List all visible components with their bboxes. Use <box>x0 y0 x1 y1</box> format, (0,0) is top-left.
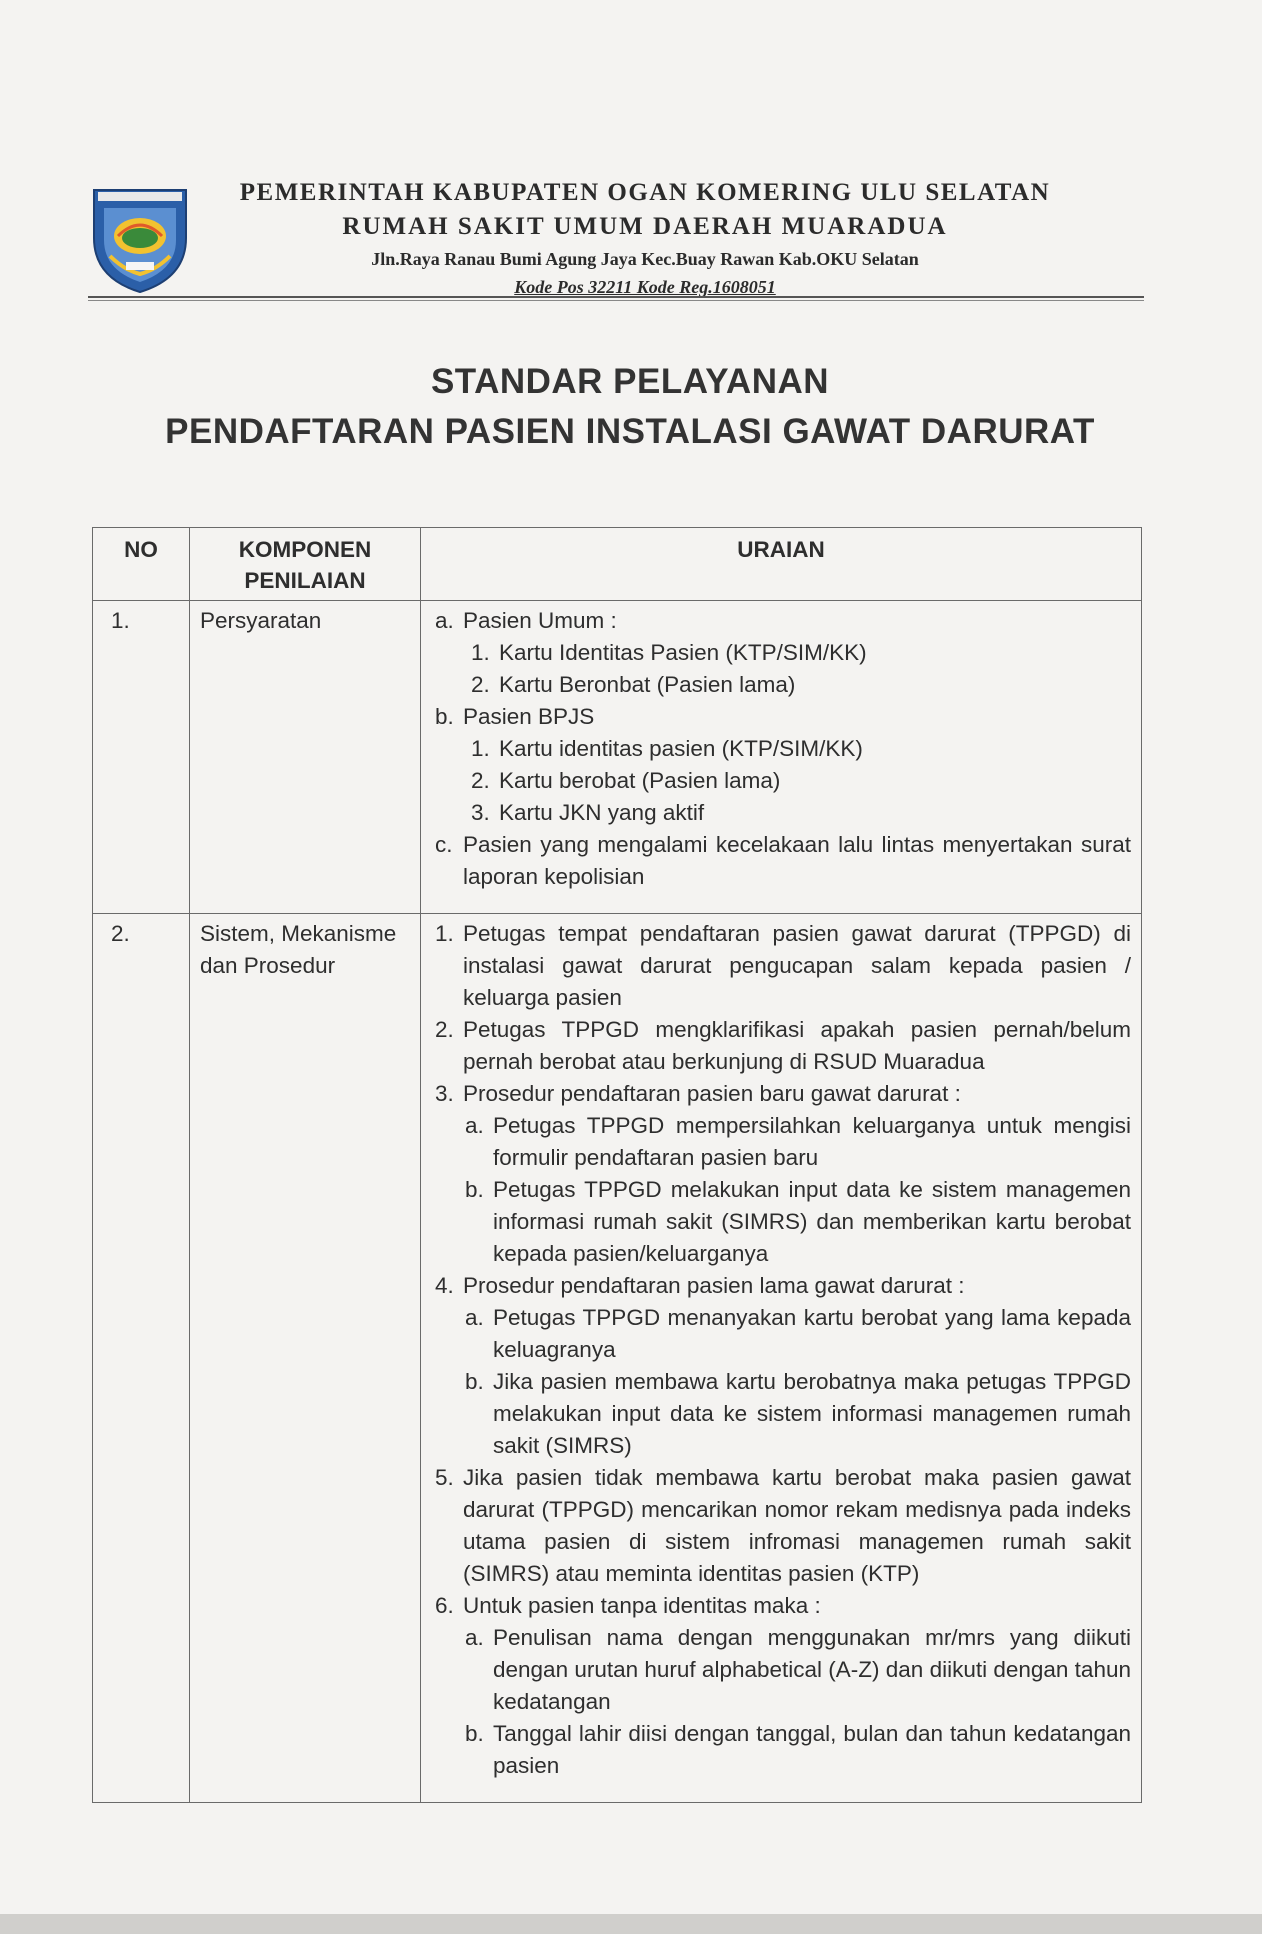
item-text: Prosedur pendaftaran pasien baru gawat darurat : <box>463 1081 961 1106</box>
item-text: Untuk pasien tanpa identitas maka : <box>463 1593 821 1618</box>
list-item <box>471 765 1131 797</box>
item-text: Pasien Umum : <box>463 608 617 633</box>
item-text: Kartu Beronbat (Pasien lama) <box>499 672 796 697</box>
item-marker: a. <box>435 608 454 633</box>
list-item <box>435 918 1131 1014</box>
item-marker: 1. <box>435 921 454 946</box>
list-item <box>465 1302 1131 1366</box>
list-item <box>435 1270 1131 1302</box>
header-uraian: URAIAN <box>421 528 1142 601</box>
list-item <box>471 733 1131 765</box>
list-item <box>435 1014 1131 1078</box>
document-title: STANDAR PELAYANAN <box>430 362 830 401</box>
item-marker: 2. <box>471 672 490 697</box>
row-component: Persyaratan <box>190 601 421 914</box>
letterhead <box>190 176 1100 300</box>
letterhead-rule-thin <box>88 300 1144 301</box>
item-marker: b. <box>435 704 454 729</box>
item-marker: a. <box>465 1625 484 1650</box>
item-marker: b. <box>465 1369 484 1394</box>
item-text: Petugas TPPGD melakukan input data ke sistem managemen informasi rumah sakit (SIMRS) dan memberikan kartu berobat kepada pasien/keluarganya <box>493 1177 1131 1266</box>
list-item <box>435 701 1131 733</box>
list-item <box>435 1078 1131 1110</box>
header-no: NO <box>93 528 190 601</box>
item-text: Jika pasien membawa kartu berobatnya maka petugas TPPGD melakukan input data ke sistem informasi managemen rumah sakit (SIMRS) <box>493 1369 1131 1458</box>
list-item <box>465 1174 1131 1270</box>
item-text: Pasien BPJS <box>463 704 595 729</box>
item-text: Jika pasien tidak membawa kartu berobat maka pasien gawat darurat (TPPGD) mencarikan nomor rekam medisnya pada indeks utama pasien di sistem infromasi managemen rumah sakit (SIMRS) atau meminta identitas pasien (KTP) <box>463 1465 1131 1586</box>
item-marker: c. <box>435 832 453 857</box>
header-komponen: KOMPONEN PENILAIAN <box>190 528 421 601</box>
item-marker: 5. <box>435 1465 454 1490</box>
list-item <box>465 1110 1131 1174</box>
item-marker: 1. <box>471 736 490 761</box>
list-item <box>471 797 1131 829</box>
list-item <box>435 1590 1131 1622</box>
item-marker: 3. <box>471 800 490 825</box>
item-text: Petugas TPPGD mengklarifikasi apakah pasien pernah/belum pernah berobat atau berkunjung di RSUD Muaradua <box>463 1017 1131 1074</box>
list-item <box>471 669 1131 701</box>
item-marker: 2. <box>471 768 490 793</box>
list-item <box>471 637 1131 669</box>
letterhead-address: Jln.Raya Ranau Bumi Agung Jaya Kec.Buay Rawan Kab.OKU Selatan <box>371 249 919 269</box>
item-text: Petugas tempat pendaftaran pasien gawat darurat (TPPGD) di instalasi gawat darurat pengucapan salam kepada pasien / keluarga pasien <box>463 921 1131 1010</box>
list-item <box>465 1366 1131 1462</box>
item-text: Pasien yang mengalami kecelakaan lalu lintas menyertakan surat laporan kepolisian <box>463 832 1131 889</box>
table-row <box>93 601 1142 914</box>
table-header-row <box>93 528 1142 601</box>
item-marker: 2. <box>435 1017 454 1042</box>
item-marker: a. <box>465 1305 484 1330</box>
row-number: 1. <box>93 601 190 914</box>
list-item <box>435 605 1131 637</box>
letterhead-government: PEMERINTAH KABUPATEN OGAN KOMERING ULU SELATAN <box>239 179 1051 206</box>
item-text: Petugas TPPGD menanyakan kartu berobat yang lama kepada keluagranya <box>493 1305 1131 1362</box>
item-text: Petugas TPPGD mempersilahkan keluarganya untuk mengisi formulir pendaftaran pasien baru <box>493 1113 1131 1170</box>
item-marker: 3. <box>435 1081 454 1106</box>
table-row <box>93 914 1142 1803</box>
list-item <box>435 829 1131 893</box>
item-text: Kartu identitas pasien (KTP/SIM/KK) <box>499 736 863 761</box>
item-marker: 1. <box>471 640 490 665</box>
row-description <box>421 601 1142 914</box>
regency-logo-icon <box>88 178 192 296</box>
item-text: Penulisan nama dengan menggunakan mr/mrs yang diikuti dengan urutan huruf alphabetical (A-Z) dan diikuti dengan tahun kedatangan <box>493 1625 1131 1714</box>
list-item <box>465 1718 1131 1782</box>
letterhead-rule <box>88 296 1144 298</box>
row-description <box>421 914 1142 1803</box>
service-standard-table <box>92 527 1142 1803</box>
row-component: Sistem, Mekanisme dan Prosedur <box>190 914 421 1803</box>
list-item <box>465 1622 1131 1718</box>
item-text: Prosedur pendaftaran pasien lama gawat darurat : <box>463 1273 965 1298</box>
item-text: Kartu JKN yang aktif <box>499 800 705 825</box>
letterhead-hospital: RUMAH SAKIT UMUM DAERAH MUARADUA <box>342 213 948 240</box>
item-marker: 6. <box>435 1593 454 1618</box>
document-subtitle: PENDAFTARAN PASIEN INSTALASI GAWAT DARURAT <box>165 412 1095 451</box>
item-marker: 4. <box>435 1273 454 1298</box>
item-text: Kartu Identitas Pasien (KTP/SIM/KK) <box>499 640 867 665</box>
list-item <box>435 1462 1131 1590</box>
scan-bottom-edge <box>0 1914 1262 1934</box>
row-number: 2. <box>93 914 190 1803</box>
letterhead-postal: Kode Pos 32211 Kode Reg.1608051 <box>514 277 776 297</box>
item-marker: b. <box>465 1177 484 1202</box>
item-marker: a. <box>465 1113 484 1138</box>
item-text: Kartu berobat (Pasien lama) <box>499 768 781 793</box>
item-text: Tanggal lahir diisi dengan tanggal, bulan dan tahun kedatangan pasien <box>493 1721 1131 1778</box>
item-marker: b. <box>465 1721 484 1746</box>
